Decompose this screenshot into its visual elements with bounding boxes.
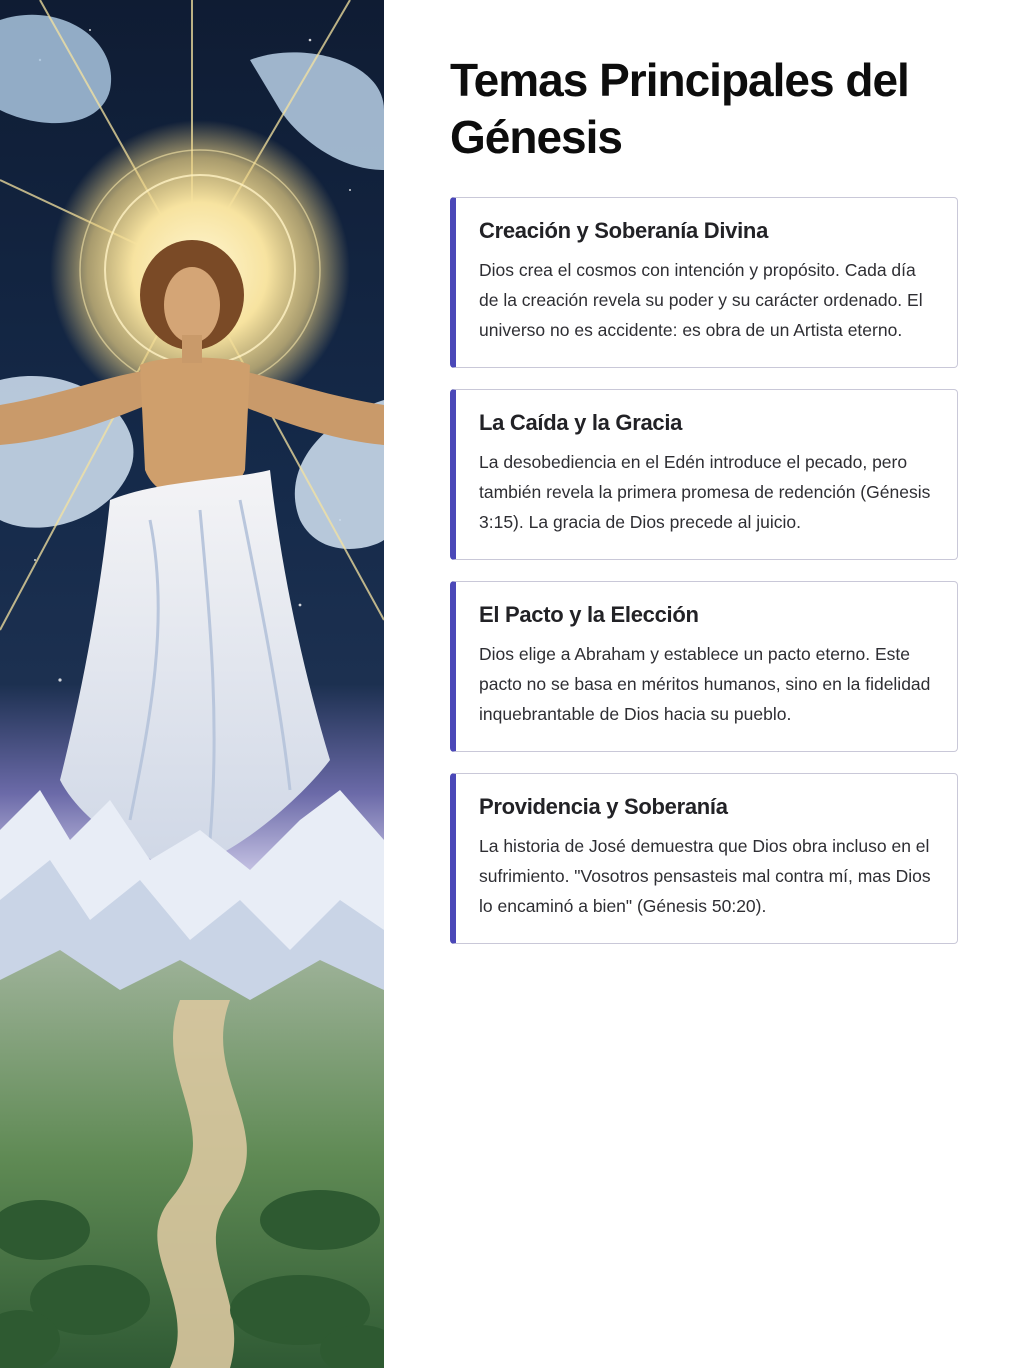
theme-card-text: La desobediencia en el Edén introduce el pecado, pero también revela la primera promesa de redención (Génesis 3:15). La gracia de Dios precede al juicio.	[479, 452, 931, 532]
theme-card-title: Providencia y Soberanía	[479, 794, 728, 819]
themes-content	[450, 52, 958, 965]
theme-card-covenant	[450, 581, 958, 752]
theme-card-title: Creación y Soberanía Divina	[479, 218, 769, 243]
theme-card-text: Dios elige a Abraham y establece un pacto eterno. Este pacto no se basa en méritos humanos, sino en la fidelidad inquebrantable de Dios hacia su pueblo.	[479, 644, 931, 724]
theme-card-creation	[450, 197, 958, 368]
creation-illustration	[0, 0, 384, 1368]
theme-card-title: El Pacto y la Elección	[479, 602, 699, 627]
theme-card-title: La Caída y la Gracia	[479, 410, 683, 435]
theme-card-text: Dios crea el cosmos con intención y propósito. Cada día de la creación revela su poder y su carácter ordenado. El universo no es accidente: es obra de un Artista eterno.	[479, 260, 923, 340]
theme-card-providence	[450, 773, 958, 944]
page-title: Temas Principales del Génesis	[450, 54, 909, 163]
divine-figure-image	[0, 0, 384, 1368]
theme-card-text: La historia de José demuestra que Dios obra incluso en el sufrimiento. "Vosotros pensasteis mal contra mí, mas Dios lo encaminó a bien" (Génesis 50:20).	[479, 836, 931, 916]
theme-card-fall-grace	[450, 389, 958, 560]
